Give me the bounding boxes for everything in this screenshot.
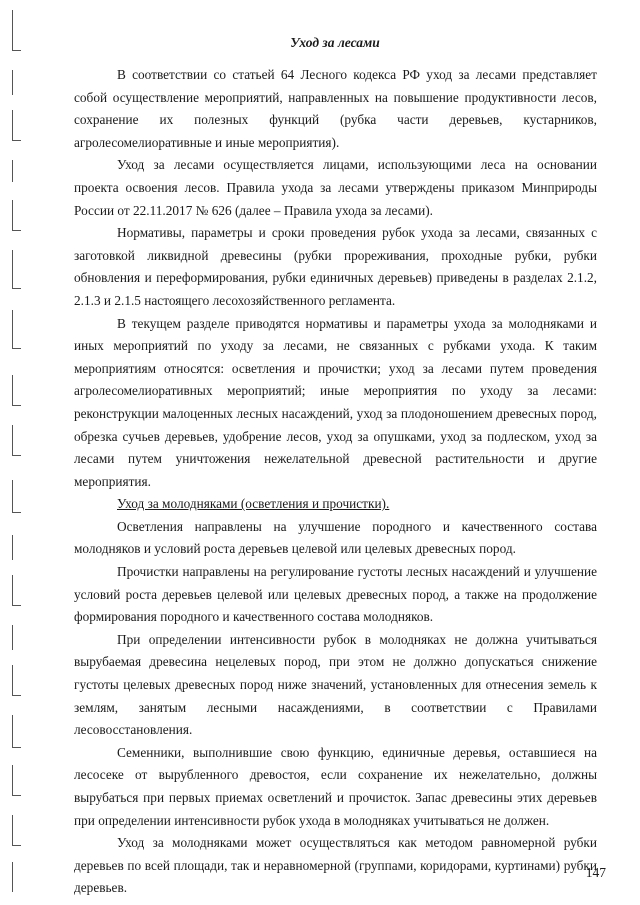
paragraph: Семенники, выполнившие свою функцию, единичные деревья, оставшиеся на лесосеке от вырубленного древостоя, если сохранение их нежелательно, должны вырубаться при первых приемах осветлений и прочисток. Запас древесины этих деревьев при определении интенсивности рубок ухода в молодняках учитываться не должен. [74,744,597,828]
paragraph: Уход за лесами осуществляется лицами, использующими леса на основании проекта освоения лесов. Правила ухода за лесами утверждены приказом Минприроды России от 22.11.2017 № 626 (далее – Правила ухода за лесами). [74,157,597,218]
paragraph: Уход за молодняками может осуществляться как методом равномерной рубки деревьев по всей площади, так и неравномерной (группами, коридорами, куртинами) рубки деревьев. [74,835,597,896]
binding-edge-marks [4,0,24,905]
document-title: Уход за лесами [290,35,380,50]
page-number: 147 [585,865,606,880]
document-body [74,64,597,900]
paragraph: Осветления направлены на улучшение породного и качественного состава молодняков и условий роста деревьев целевой или целевых древесных пород. [74,518,597,557]
paragraph: В текущем разделе приводятся нормативы и параметры ухода за молодняками и иных мероприятий по уходу за лесами, не связанных с рубками ухода. К таким мероприятиям относятся: осветления и прочистки; уход за лесами путем проведения агролесомелиоративных мероприятий; иные мероприятия по уходу за лесами: реконструкции малоценных лесных насаждений, уход за плодоношением древесных пород, обрезка сучьев деревьев, удобрение лесов, уход за опушками, уход за подлеском, уход за лесами путем уничтожения нежелательной древесной растительности и другие мероприятия. [74,315,597,489]
paragraph: В соответствии со статьей 64 Лесного кодекса РФ уход за лесами представляет собой осуществление мероприятий, направленных на повышение продуктивности лесов, сохранение их полезных функций (рубка части деревьев, кустарников, агролесомелиоративные и иные мероприятия). [74,67,597,150]
paragraph: Нормативы, параметры и сроки проведения рубок ухода за лесами, связанных с заготовкой ликвидной древесины (рубки прореживания, проходные рубки, рубки обновления и переформирования, рубки единичных деревьев) приведены в разделах 2.1.2, 2.1.3 и 2.1.5 настоящего лесохозяйственного регламента. [74,225,597,308]
paragraph: Прочистки направлены на регулирование густоты лесных насаждений и улучшение условий роста деревьев целевой или целевых древесных пород, а также на продолжение формирования породного и качественного состава молодняков. [74,564,597,625]
section-subheading [74,493,597,516]
paragraph: При определении интенсивности рубок в молодняках не должна учитываться вырубаемая древесина нецелевых пород, при этом не должно допускаться снижение густоты целевых древесных пород ниже значений, установленных для отнесения земель к землям, занятым лесными насаждениями, в соответствии с Правилами лесовосстановления. [74,631,597,738]
subheading-text: Уход за молодняками (осветления и прочистки). [117,496,390,512]
